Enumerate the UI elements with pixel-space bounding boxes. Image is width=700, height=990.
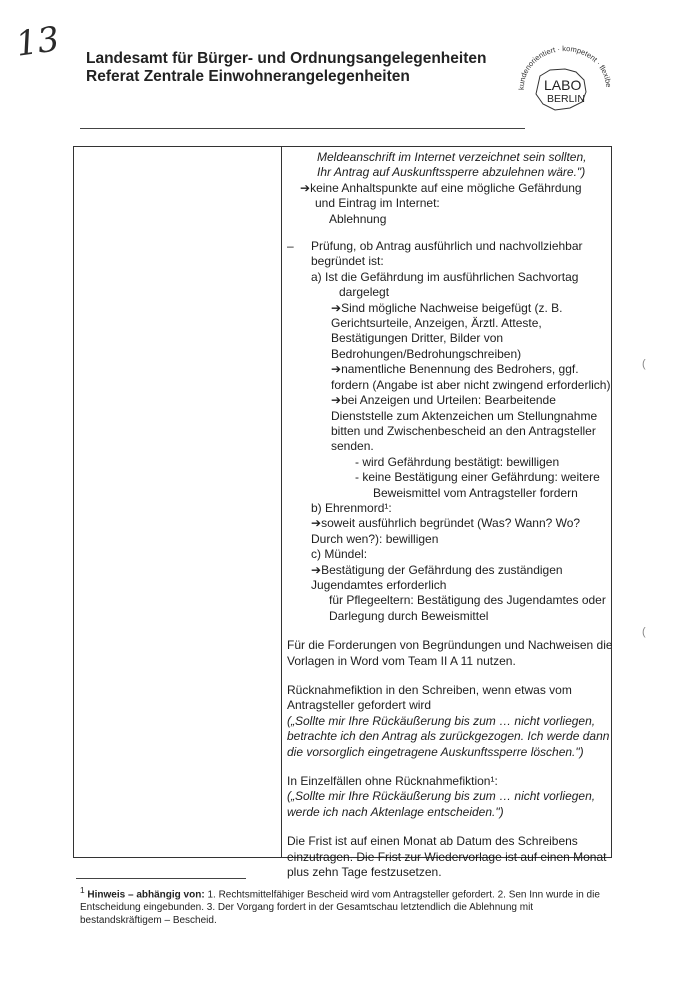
body-line-text: dargelegt (339, 285, 390, 300)
body-line (287, 165, 610, 180)
spacer (287, 227, 610, 239)
body-line (287, 850, 610, 865)
table-column-divider (281, 147, 282, 857)
body-line (287, 609, 610, 624)
body-line (287, 455, 610, 470)
body-line-text: Durch wen?): bewilligen (311, 531, 439, 546)
body-line-text: keine Anhaltspunkte auf eine mögliche Gefährdung (310, 180, 582, 195)
arrow-right-icon: ➔ (331, 300, 342, 315)
body-line (287, 486, 610, 501)
body-line-text: Prüfung, ob Antrag ausführlich und nachvollziehbar (311, 239, 583, 254)
arrow-right-icon: ➔ (331, 393, 342, 408)
body-line-text: Rücknahmefiktion in den Schreiben, wenn etwas vom (287, 683, 572, 697)
margin-mark: ( (642, 358, 646, 370)
body-line (287, 501, 610, 516)
header-department-name: Referat Zentrale Einwohnerangelegenheiten (86, 68, 410, 85)
body-line (287, 532, 610, 547)
arrow-right-icon: ➔ (311, 562, 322, 577)
body-line (287, 714, 610, 729)
footnote-text: 1. Rechtsmittelfähiger Bescheid wird vom Antragsteller gefordert. 2. Sen Inn wurde in die Entscheidung eingebunden. 3. Der Vorgang fordert in der Gesamtschau letztendlich die Ablehnung mit bestandskräftigem – Bescheid. (80, 889, 600, 927)
body-line (287, 745, 610, 760)
body-line (287, 516, 610, 531)
logo-subtext: BERLIN (547, 93, 585, 105)
body-line (287, 212, 610, 227)
body-line (287, 789, 610, 804)
body-line (287, 347, 610, 362)
body-line (287, 150, 610, 165)
body-line-text: namentliche Benennung des Bedrohers, ggf. (341, 362, 579, 377)
body-line (287, 834, 610, 849)
body-line-text: die vorsorglich eingetragene Auskunftssperre löschen.") (287, 744, 584, 759)
body-line-text: Gerichtsurteile, Anzeigen, Ärztl. Atteste, (331, 316, 542, 331)
logo-arc-text: kundenorientiert · kompetent · flexibe (516, 44, 614, 91)
body-line-text: einzutragen. Die Frist zur Wiedervorlage ist auf einen Monat (287, 849, 607, 864)
body-line-text: werde ich nach Aktenlage entscheiden.") (287, 804, 504, 819)
body-line (287, 378, 610, 393)
body-line (287, 683, 610, 698)
body-line-text: und Eintrag im Internet: (315, 196, 440, 211)
body-line (287, 439, 610, 454)
body-line-text: Antragsteller gefordert wird (287, 698, 432, 713)
body-line-text: senden. (331, 439, 374, 454)
body-line (287, 729, 610, 744)
footnote-divider (76, 878, 246, 879)
body-line (287, 196, 610, 211)
dash-bullet: – (287, 239, 294, 254)
body-line (287, 270, 610, 285)
body-line (287, 593, 610, 608)
body-line (287, 865, 610, 880)
body-line (287, 638, 613, 653)
body-line-text: b) Ehrenmord¹: (311, 500, 392, 515)
body-line (287, 239, 610, 254)
body-line-text: betrachte ich den Antrag als zurückgezogen. Ich werde dann (287, 729, 610, 744)
spacer (287, 820, 610, 834)
margin-mark: ( (642, 626, 646, 638)
arrow-right-icon: ➔ (311, 516, 322, 531)
body-line (287, 362, 610, 377)
footnote-label: Hinweis – abhängig von: (87, 889, 205, 901)
body-line (287, 181, 610, 196)
body-line (287, 470, 610, 485)
labo-berlin-logo (510, 42, 615, 122)
body-line-text: a) Ist die Gefährdung im ausführlichen Sachvortag (311, 269, 579, 284)
body-line (287, 578, 610, 593)
body-line-text: fordern (Angabe ist aber nicht zwingend erforderlich) (331, 377, 611, 392)
body-line (287, 805, 610, 820)
footnote-marker: 1 (80, 885, 85, 895)
body-line-text: Jugendamtes erforderlich (311, 577, 447, 592)
body-line-text: Dienststelle zum Aktenzeichen um Stellungnahme (331, 408, 598, 423)
body-line-text: Die Frist ist auf einen Monat ab Datum des Schreibens (287, 834, 578, 849)
table-content-cell (287, 150, 613, 880)
header-authority-name: Landesamt für Bürger- und Ordnungsangelegenheiten (86, 50, 487, 67)
body-line (287, 774, 610, 789)
body-line (287, 563, 610, 578)
handwritten-page-number: 13 (13, 19, 62, 65)
body-line-text: c) Mündel: (311, 547, 368, 562)
arrow-right-icon: ➔ (331, 362, 342, 377)
body-line (287, 409, 610, 424)
body-line (287, 547, 610, 562)
body-line (287, 424, 610, 439)
header-divider (80, 128, 525, 129)
body-line-text: - wird Gefährdung bestätigt: bewilligen (355, 454, 560, 469)
body-line (287, 698, 610, 713)
logo-text: LABO (544, 77, 582, 93)
spacer (287, 624, 610, 638)
body-line-text: - keine Bestätigung einer Gefährdung: weitere (355, 470, 600, 485)
body-line (287, 654, 610, 669)
body-line (287, 316, 610, 331)
body-line-text: Meldeanschrift im Internet verzeichnet sein sollten, (317, 150, 587, 164)
arrow-right-icon: ➔ (300, 180, 311, 195)
body-line-text: Sind mögliche Nachweise beigefügt (z. B. (341, 300, 563, 315)
body-line-text: Bestätigung der Gefährdung des zuständigen (321, 562, 563, 577)
body-line-text: soweit ausführlich begründet (Was? Wann? Wo? (321, 516, 581, 531)
spacer (287, 760, 610, 774)
body-line-text: bei Anzeigen und Urteilen: Bearbeitende (341, 393, 556, 408)
spacer (287, 669, 610, 683)
body-line-text: Beweismittel vom Antragsteller fordern (373, 485, 578, 500)
body-line-text: Für die Forderungen von Begründungen und Nachweisen die (287, 638, 613, 653)
body-line-text: Bedrohungen/Bedrohungschreiben) (331, 346, 522, 361)
body-line-text: Vorlagen in Word vom Team II A 11 nutzen. (287, 653, 516, 668)
body-line (287, 331, 610, 346)
body-line (287, 393, 610, 408)
document-header (86, 50, 486, 86)
body-line-text: In Einzelfällen ohne Rücknahmefiktion¹: (287, 774, 498, 789)
body-line-text: bitten und Zwischenbescheid an den Antragsteller (331, 423, 596, 438)
body-line-text: Darlegung durch Beweismittel (329, 608, 489, 623)
body-line (287, 254, 610, 269)
footnote (80, 884, 615, 927)
body-line-text: Bestätigungen Dritter, Bilder von (331, 331, 504, 346)
body-line-text: für Pflegeeltern: Bestätigung des Jugendamtes oder (329, 593, 606, 608)
body-line-text: plus zehn Tage festzusetzen. (287, 865, 442, 880)
body-line-text: Ihr Antrag auf Auskunftssperre abzulehnen wäre.") (317, 165, 586, 180)
body-line (287, 301, 610, 316)
body-line-text: begründet ist: (311, 254, 384, 269)
body-line-text: Ablehnung (329, 211, 387, 226)
body-line-text: („Sollte mir Ihre Rückäußerung bis zum … nicht vorliegen, (287, 789, 596, 804)
body-line-text: („Sollte mir Ihre Rückäußerung bis zum … nicht vorliegen, (287, 713, 596, 728)
body-line (287, 285, 610, 300)
